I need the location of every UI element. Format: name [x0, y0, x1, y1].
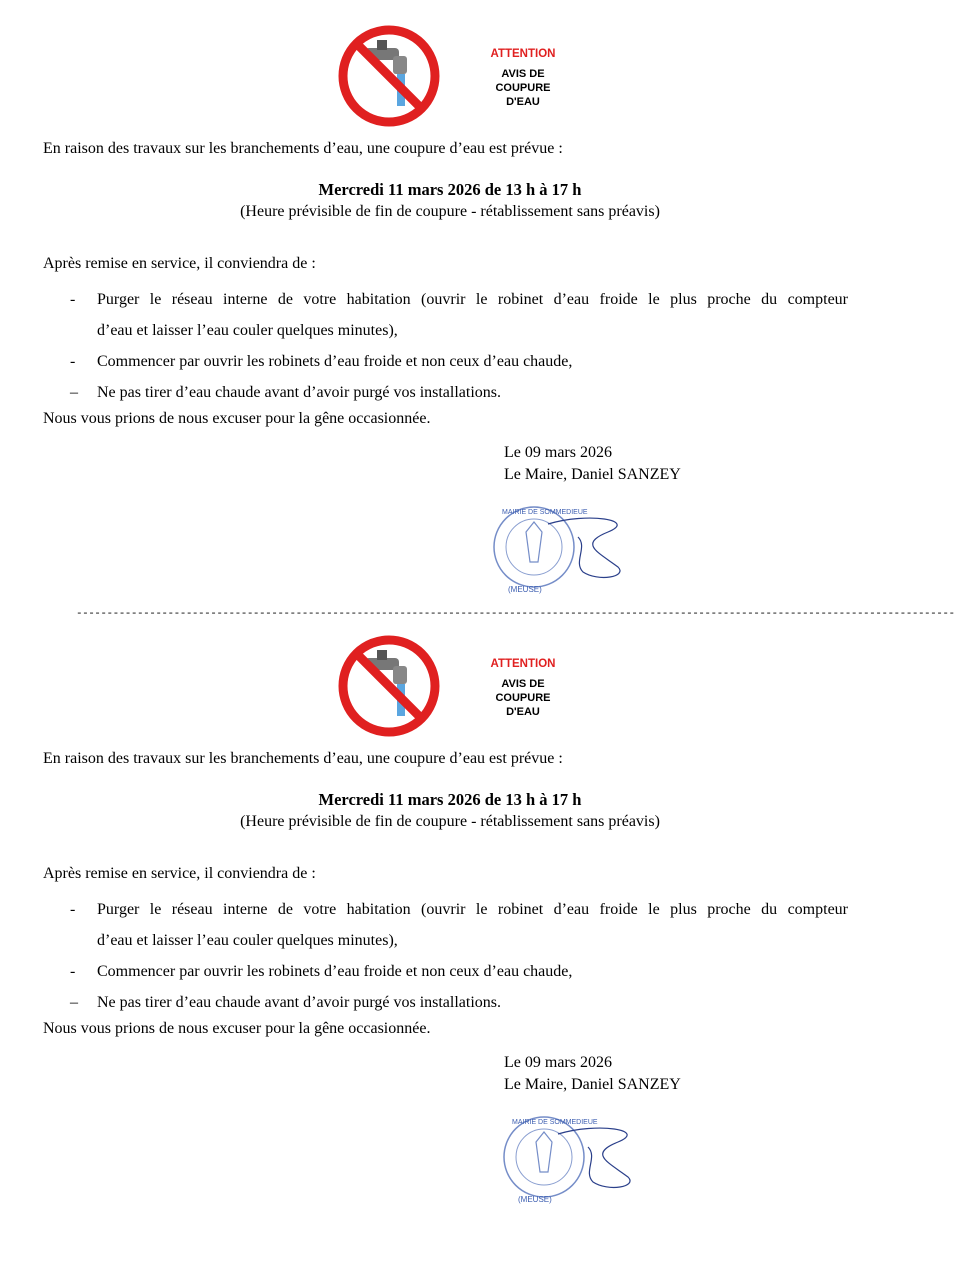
signature-block — [504, 442, 681, 486]
list-item: – Ne pas tirer d’eau chaude avant d’avoir purgé vos installations. — [70, 994, 502, 1011]
notice-top — [0, 0, 900, 600]
list-item: - Commencer par ouvrir les robinets d’eau froide et non ceux d’eau chaude, — [70, 963, 573, 980]
cut-date: Mercredi 11 mars 2026 de 13 h à 17 h — [318, 180, 582, 199]
attention-label: ATTENTION — [490, 658, 556, 670]
list-item: - Purger le réseau interne de votre habitation (ouvrir le robinet d’eau froide le plus proche du compteur — [70, 901, 848, 918]
steps-list — [70, 284, 848, 408]
list-item: - Commencer par ouvrir les robinets d’eau froide et non ceux d’eau chaude, — [70, 353, 573, 370]
notice-title: AVIS DE COUPURE D'EAU — [495, 678, 551, 718]
notice-header — [335, 26, 575, 126]
notice-title: AVIS DE COUPURE D'EAU — [495, 68, 551, 108]
list-item: - Purger le réseau interne de votre habitation (ouvrir le robinet d’eau froide le plus proche du compteur — [70, 291, 848, 308]
notice-header — [335, 636, 575, 736]
list-item: d’eau et laisser l’eau couler quelques minutes), — [97, 322, 398, 339]
cut-line-separator: ------------------------------------------------------------------------------------------------------------------------------------------------ — [76, 608, 955, 620]
after-text: Après remise en service, il conviendra de : — [43, 865, 316, 882]
signature-date: Le 09 mars 2026 — [504, 1054, 612, 1071]
signature-date: Le 09 mars 2026 — [504, 444, 612, 461]
svg-text:MAIRIE DE SOMMEDIEUE: MAIRIE DE SOMMEDIEUE — [512, 1119, 598, 1126]
no-water-tap-icon — [335, 636, 443, 736]
cut-date: Mercredi 11 mars 2026 de 13 h à 17 h — [318, 790, 582, 809]
cut-note: (Heure prévisible de fin de coupure - rétablissement sans préavis) — [240, 203, 660, 220]
signer-name: Le Maire, Daniel SANZEY — [504, 466, 681, 483]
excuse-text: Nous vous prions de nous excuser pour la gêne occasionnée. — [43, 1020, 431, 1037]
list-item: – Ne pas tirer d’eau chaude avant d’avoir purgé vos installations. — [70, 384, 502, 401]
signer-name: Le Maire, Daniel SANZEY — [504, 1076, 681, 1093]
after-text: Après remise en service, il conviendra de : — [43, 255, 316, 272]
no-water-tap-icon — [335, 26, 443, 126]
notice-bottom — [0, 608, 955, 1210]
excuse-text: Nous vous prions de nous excuser pour la gêne occasionnée. — [43, 410, 431, 427]
stamp-signature-icon — [498, 1102, 658, 1212]
attention-label: ATTENTION — [490, 48, 556, 60]
svg-text:(MEUSE): (MEUSE) — [508, 585, 542, 594]
stamp-signature-icon — [488, 492, 648, 602]
intro-text: En raison des travaux sur les branchements d’eau, une coupure d’eau est prévue : — [43, 140, 563, 157]
svg-text:MAIRIE DE SOMMEDIEUE: MAIRIE DE SOMMEDIEUE — [502, 509, 588, 516]
signature-block — [504, 1052, 681, 1096]
cut-note: (Heure prévisible de fin de coupure - rétablissement sans préavis) — [240, 813, 660, 830]
steps-list — [70, 894, 848, 1018]
svg-text:(MEUSE): (MEUSE) — [518, 1195, 552, 1204]
intro-text: En raison des travaux sur les branchements d’eau, une coupure d’eau est prévue : — [43, 750, 563, 767]
list-item: d’eau et laisser l’eau couler quelques minutes), — [97, 932, 398, 949]
